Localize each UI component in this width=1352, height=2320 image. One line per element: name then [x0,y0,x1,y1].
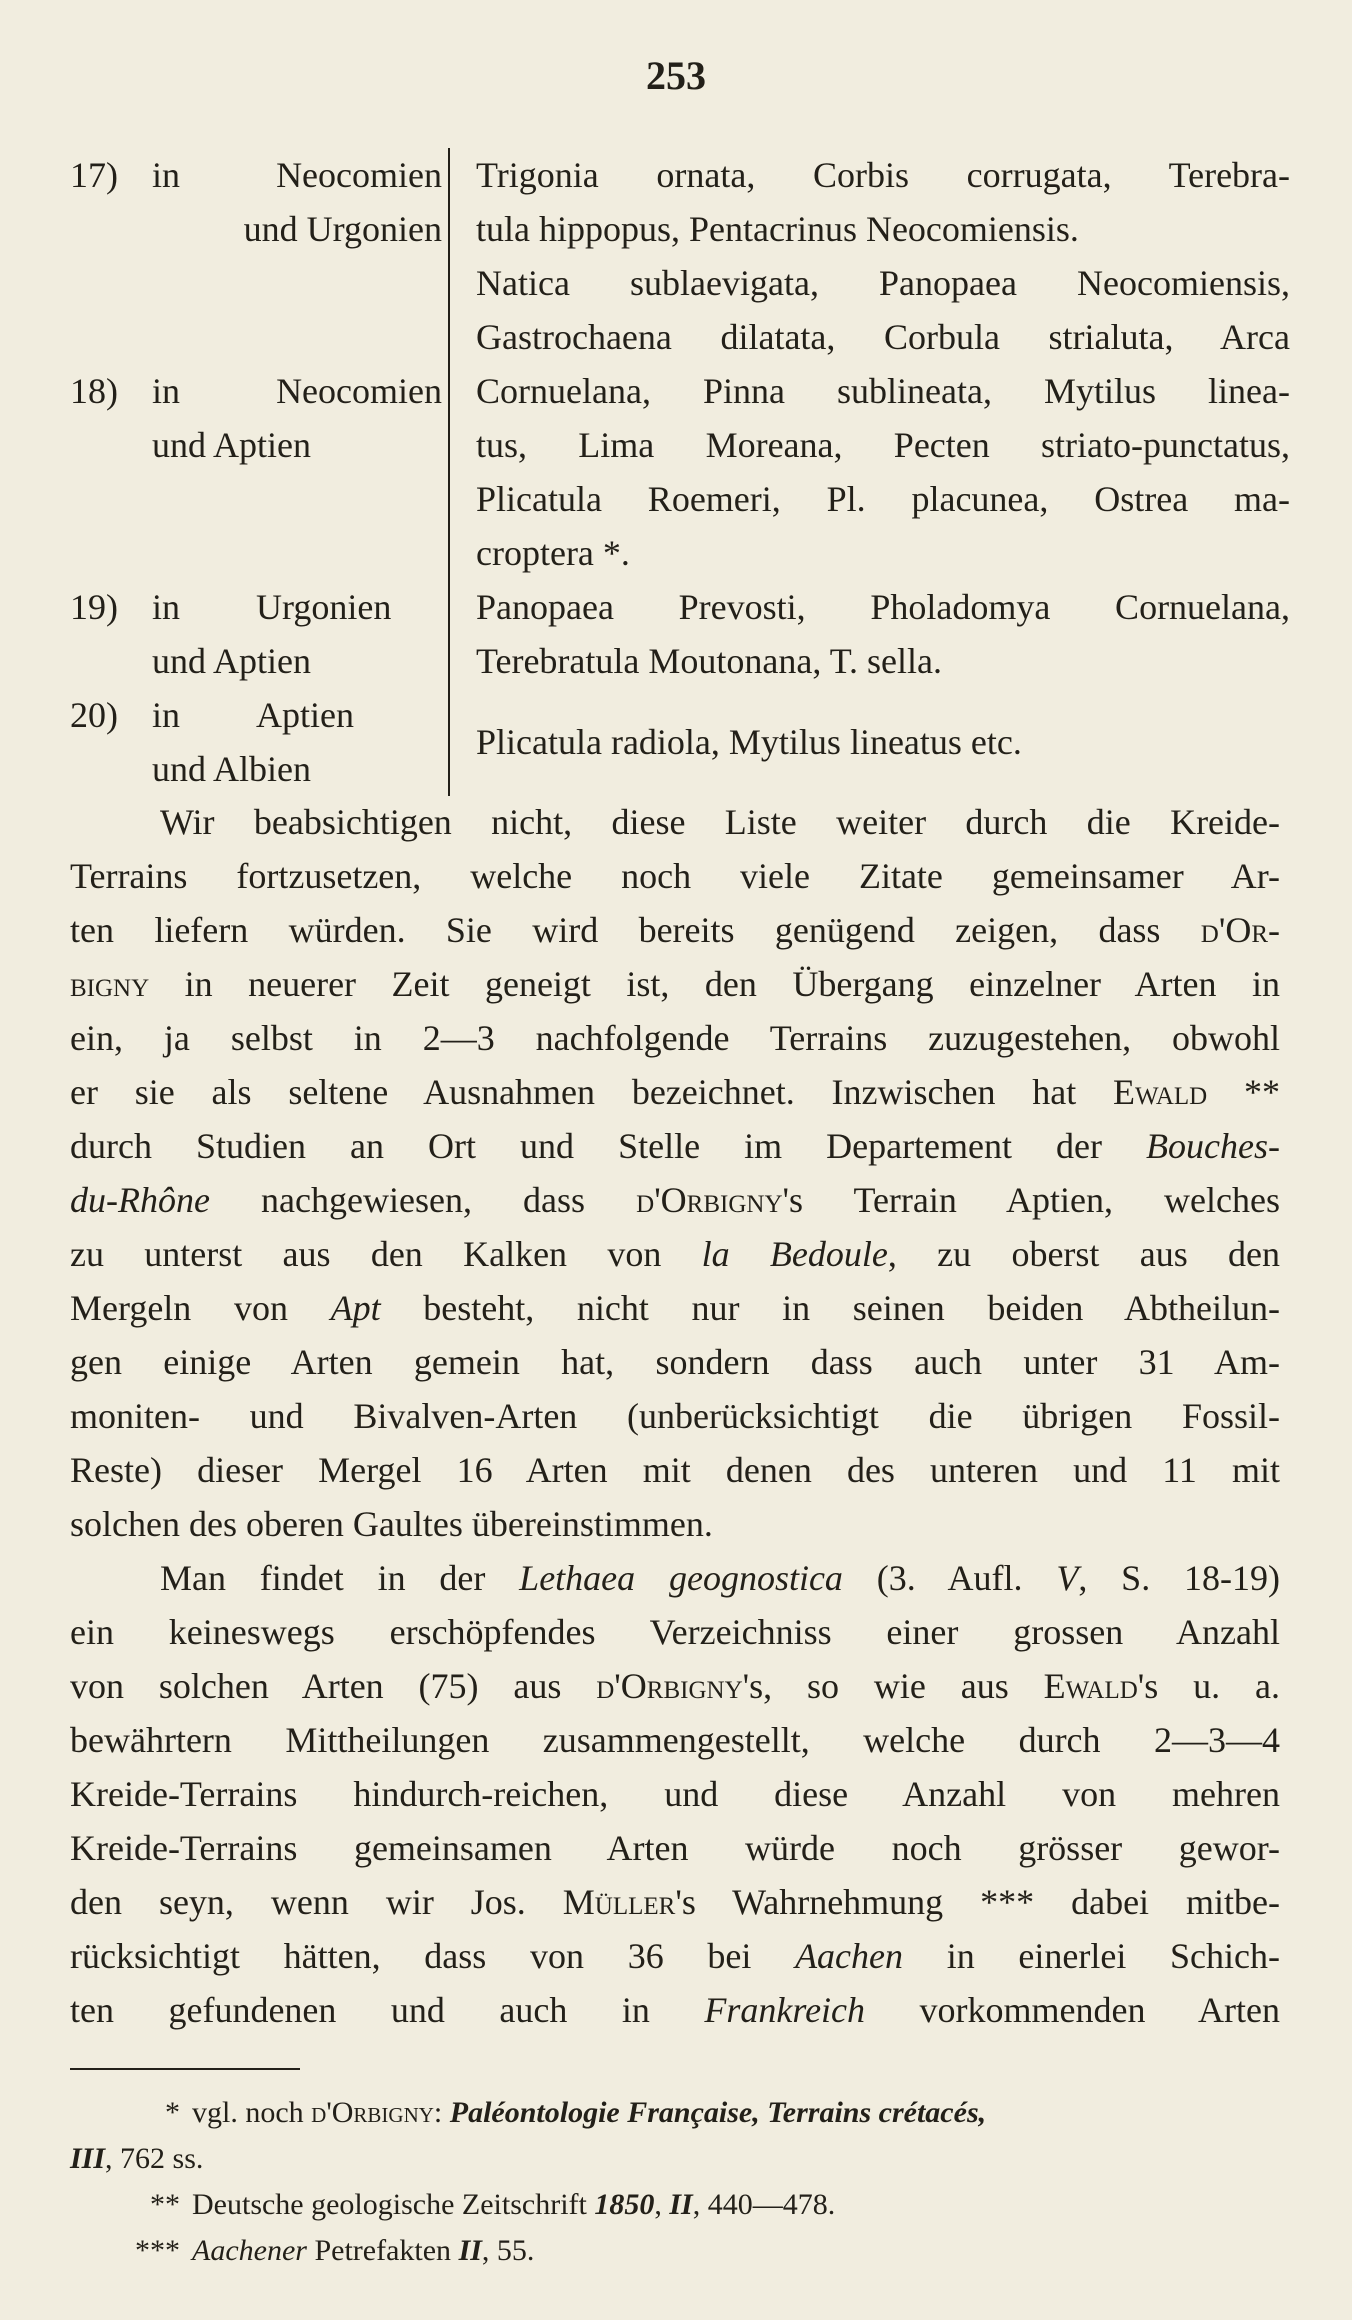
brace [448,148,466,256]
row-in: in [152,695,181,735]
footnote-continuation: III, 762 ss. [70,2142,204,2175]
paragraph-line: rücksichtigt hätten, dass von 36 bei Aachen in einerlei Schich- [70,1936,1280,1976]
row-stage-2: und Albien [152,749,311,789]
author-name: bigny [70,964,150,1004]
row-label [70,148,448,256]
place-name: Bouches- [1146,1126,1280,1166]
footnote: * vgl. noch d'Orbigny: Paléontologie Française, Terrains crétacés, [70,2090,1280,2136]
row-number: 18) [70,371,118,411]
paragraph-line: Mergeln von Apt besteht, nicht nur in seinen beiden Abtheilun- [70,1288,1280,1328]
row-number: 19) [70,587,118,627]
paragraph-line: bewährtern Mittheilungen zusammengestellt, welche durch 2—3—4 [70,1720,1280,1760]
row-species [476,256,1290,580]
footnotes [70,2090,1280,2274]
row-stage-1: Neocomien [276,155,442,195]
author-name: d'Orbigny [636,1180,783,1220]
book-title: Lethaea geognostica [519,1558,843,1598]
species-line: Terebratula Moutonana, T. sella. [476,641,942,681]
place-name: Apt [330,1288,381,1328]
species-line: croptera *. [476,533,630,573]
paragraph-line: Reste) dieser Mergel 16 Arten mit denen des unteren und 11 mit [70,1450,1280,1490]
row-number: 17) [70,155,118,195]
paragraph-line: gen einige Arten gemein hat, sondern dass auch unter 31 Am- [70,1342,1280,1382]
species-line: Cornuelana, Pinna sublineata, Mytilus linea- [476,371,1290,411]
row-label [70,688,448,796]
paragraph-line: du-Rhône nachgewiesen, dass d'Orbigny's Terrain Aptien, welches [70,1180,1280,1220]
body-text [70,795,1280,2037]
paragraph-line: bigny in neuerer Zeit geneigt ist, den Übergang einzelner Arten in [70,964,1280,1004]
paragraph-line: den seyn, wenn wir Jos. Müller's Wahrnehmung *** dabei mitbe- [70,1882,1280,1922]
footnote-marker: ** [150,2188,180,2221]
row-label [70,580,448,688]
paragraph-line: von solchen Arten (75) aus d'Orbigny's, so wie aus Ewald's u. a. [70,1666,1280,1706]
table-row [70,148,1290,256]
footnote-separator [70,2068,300,2070]
book-title: Paléontologie Française, Terrains crétacés, [449,2096,987,2129]
row-stage-2: und Urgonien [243,209,442,249]
table-row [70,580,1290,688]
row-species [476,580,1290,688]
row-label [70,256,448,580]
page-number: 253 [646,53,706,98]
row-stage-2: und Aptien [152,641,311,681]
species-line: Gastrochaena dilatata, Corbula strialuta, Arca [476,317,1290,357]
row-stage-1: Urgonien [256,587,392,627]
paragraph-line: Man findet in der Lethaea geognostica (3. Aufl. V, S. 18-19) [160,1558,1280,1598]
row-species [476,148,1290,256]
species-line: tula hippopus, Pentacrinus Neocomiensis. [476,209,1079,249]
table-row [70,256,1290,580]
paragraph-line: Terrains fortzusetzen, welche noch viele Zitate gemeinsamer Ar- [70,856,1280,896]
table-row [70,688,1290,796]
row-in: in [152,155,181,195]
species-line: tus, Lima Moreana, Pecten striato-punctatus, [476,425,1290,465]
paragraph-line: Kreide-Terrains hindurch-reichen, und diese Anzahl von mehren [70,1774,1280,1814]
row-in: in [152,587,181,627]
paragraph-line: Wir beabsichtigen nicht, diese Liste weiter durch die Kreide- [160,802,1280,842]
place-name: la Bedoule [701,1234,888,1274]
row-species [476,688,1290,796]
row-stage-1: Neocomien [276,371,442,411]
author-name: d'Or- [1200,910,1280,950]
author-name: d'Orbigny [311,2096,434,2129]
brace [448,256,466,580]
row-in: in [152,371,181,411]
author-name: d'Orbigny [596,1666,743,1706]
author-name: Müller [562,1882,676,1922]
paragraph-line: moniten- und Bivalven-Arten (unberücksichtigt die übrigen Fossil- [70,1396,1280,1436]
book-title: Aachener [192,2234,307,2267]
place-name: du-Rhône [70,1180,210,1220]
fossil-species-table [70,148,1290,796]
footnote-marker: *** [135,2234,180,2267]
author-name: Ewald [1113,1072,1208,1112]
footnote-marker: * [165,2096,180,2129]
paragraph-line: ein, ja selbst in 2—3 nachfolgende Terrains zuzugestehen, obwohl [70,1018,1280,1058]
species-line: Plicatula Roemeri, Pl. placunea, Ostrea ma- [476,479,1290,519]
paragraph-line: ten gefundenen und auch in Frankreich vorkommenden Arten [70,1990,1280,2030]
paragraph-line: er sie als seltene Ausnahmen bezeichnet. Inzwischen hat Ewald ** [70,1072,1281,1112]
row-stage-1: Aptien [256,695,354,735]
footnote: *** Aachener Petrefakten II, 55. [70,2228,1280,2274]
species-line: Natica sublaevigata, Panopaea Neocomiensis, [476,263,1290,303]
species-line: Panopaea Prevosti, Pholadomya Cornuelana, [476,587,1290,627]
paragraph-line: zu unterst aus den Kalken von la Bedoule, zu oberst aus den [70,1234,1280,1274]
paragraph-line: solchen des oberen Gaultes übereinstimmen. [70,1504,713,1544]
row-stage-2: und Aptien [152,425,311,465]
paragraph-line: ein keineswegs erschöpfendes Verzeichniss einer grossen Anzahl [70,1612,1280,1652]
brace [448,688,466,796]
species-line: Trigonia ornata, Corbis corrugata, Terebra- [476,155,1290,195]
species-line: Plicatula radiola, Mytilus lineatus etc. [476,722,1022,762]
footnote: ** Deutsche geologische Zeitschrift 1850, II, 440—478. [70,2182,1280,2228]
place-name: Aachen [795,1936,904,1976]
place-name: Frankreich [704,1990,866,2030]
author-name: Ewald [1043,1666,1138,1706]
paragraph-line: durch Studien an Ort und Stelle im Departement der Bouches- [70,1126,1280,1166]
paragraph-line: Kreide-Terrains gemeinsamen Arten würde noch grösser gewor- [70,1828,1280,1868]
row-number: 20) [70,695,118,735]
paragraph-line: ten liefern würden. Sie wird bereits genügend zeigen, dass d'Or- [70,910,1280,950]
brace [448,580,466,688]
